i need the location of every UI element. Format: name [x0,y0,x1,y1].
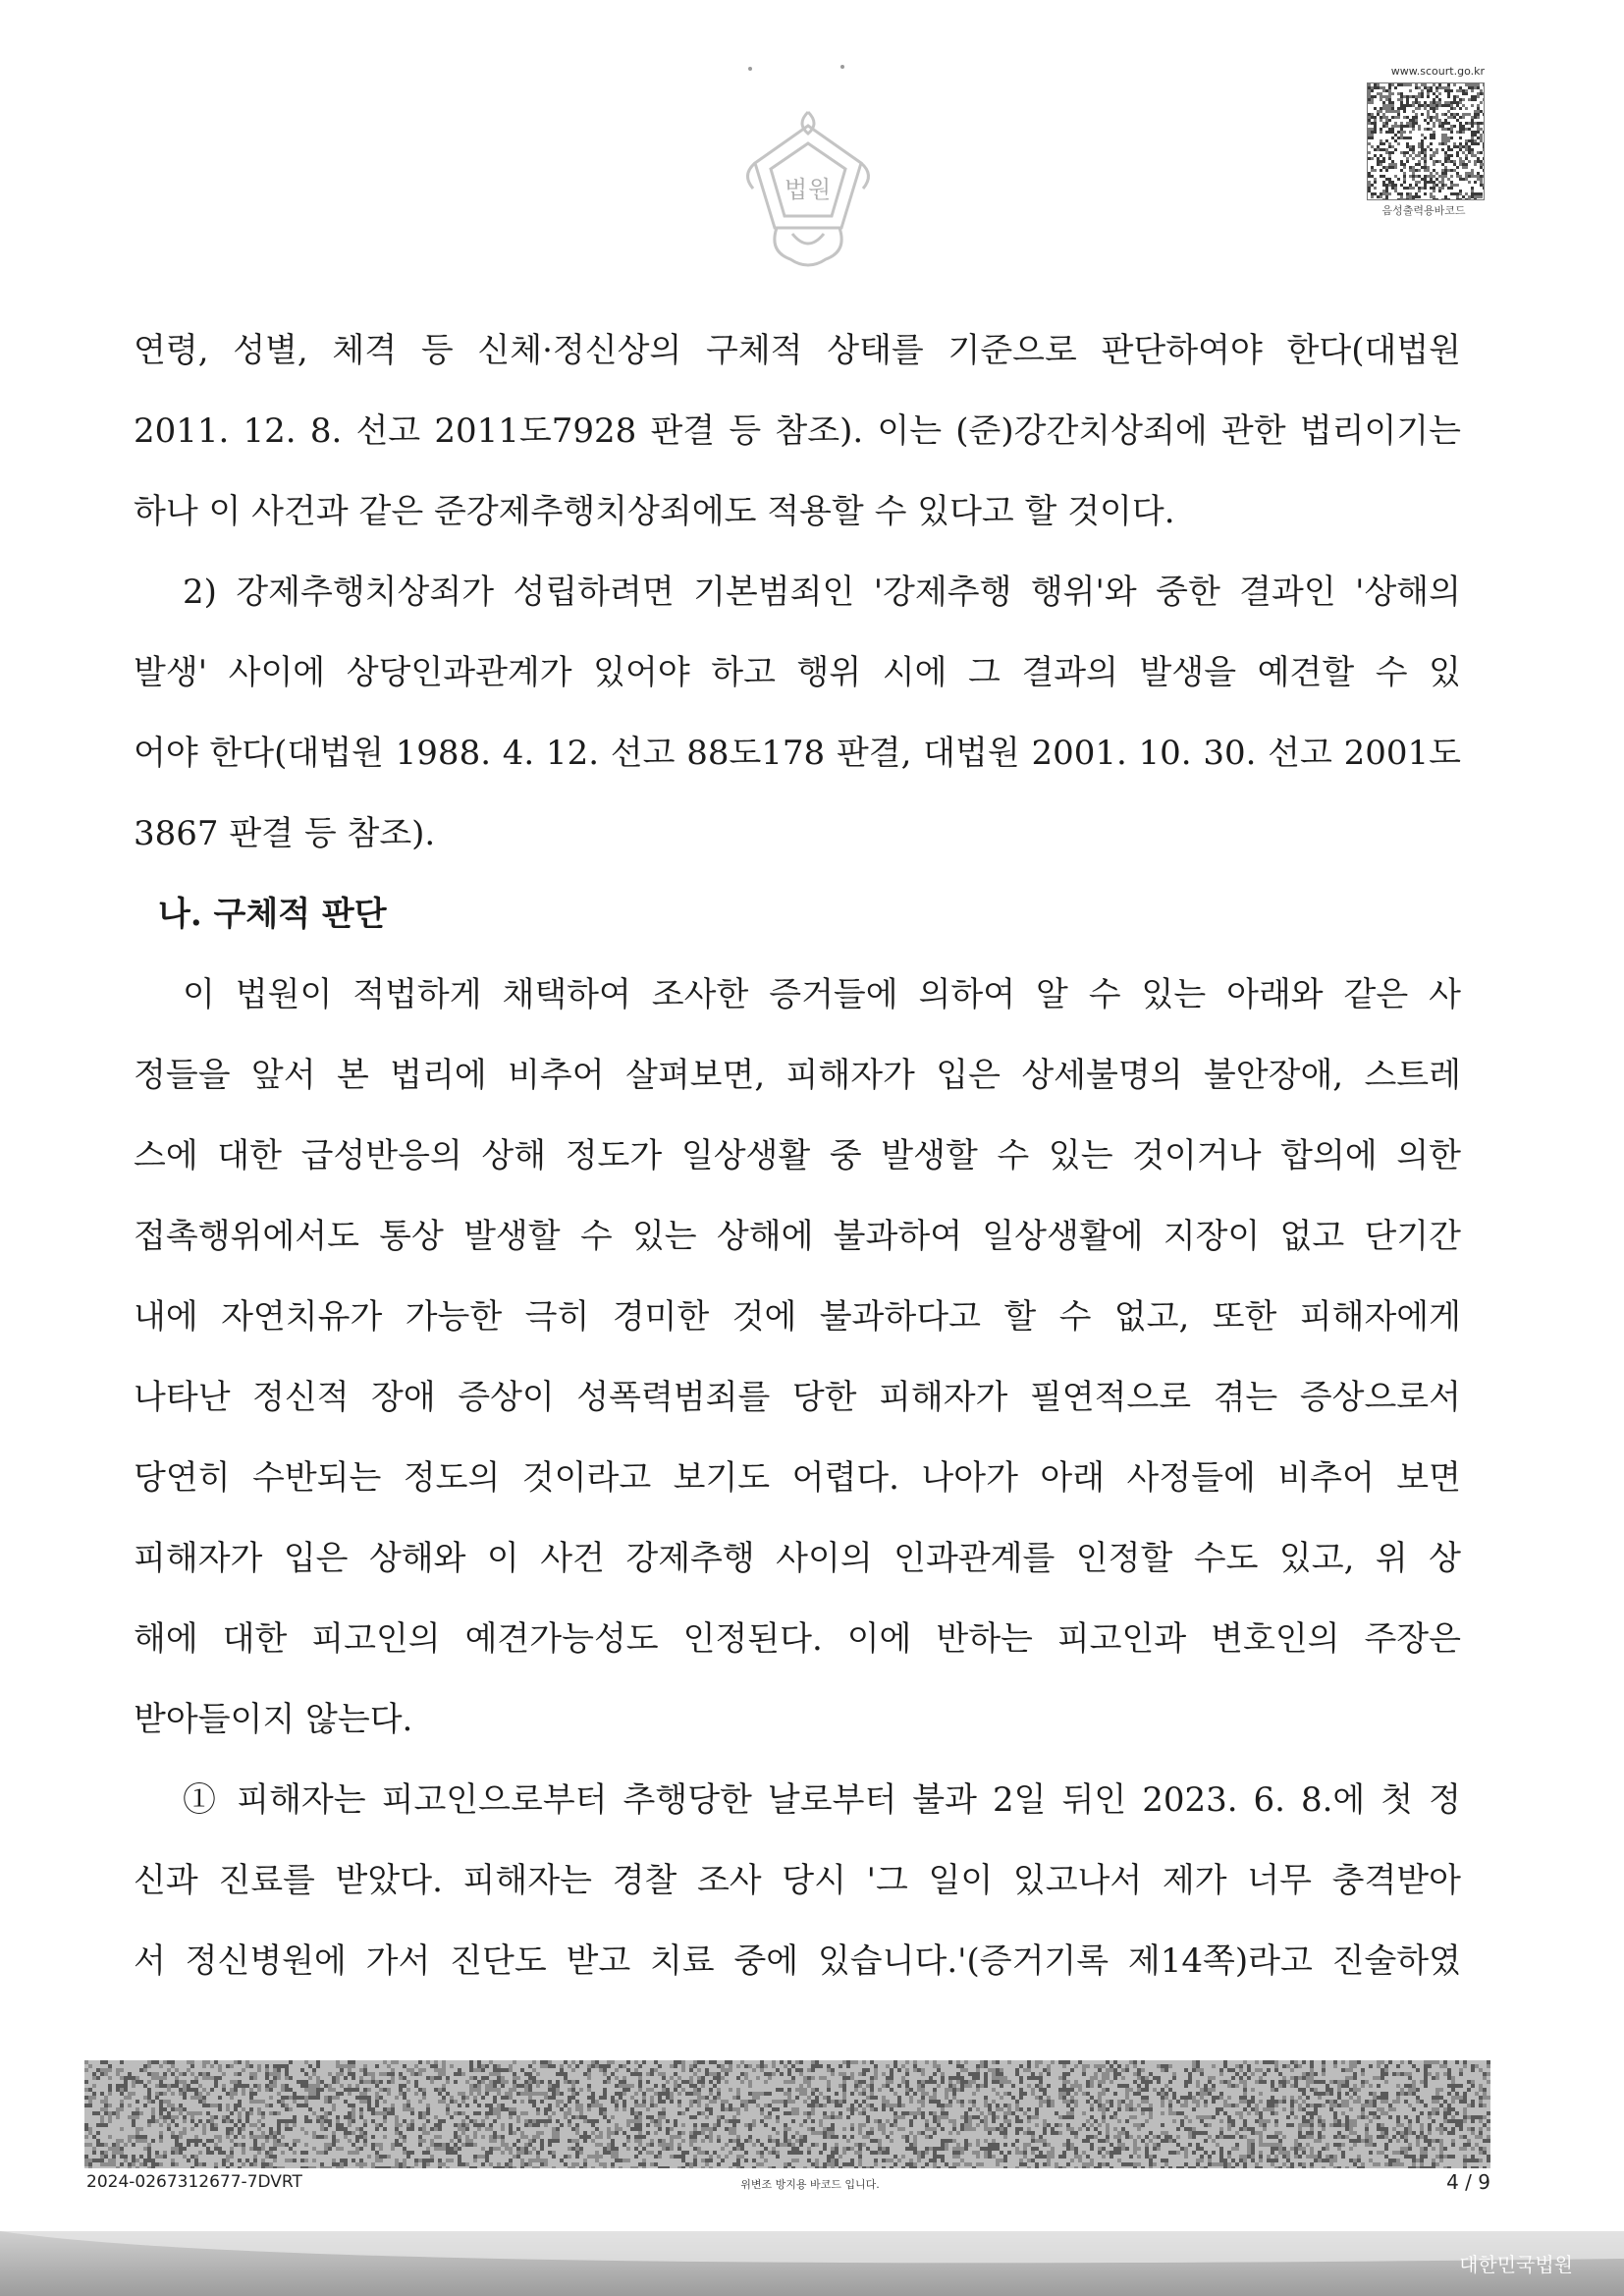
text-line: 나타난 정신적 장애 증상이 성폭력범죄를 당한 피해자가 필연적으로 겪는 증상으로서 [134,1378,1461,1417]
text-line: 피해자가 입은 상해와 이 사건 강제추행 사이의 인과관계를 인정할 수도 있고, 위 상 [134,1539,1461,1578]
text-line: 어야 한다(대법원 1988. 4. 12. 선고 88도178 판결, 대법원 2001. 10. 30. 선고 2001도 [134,734,1461,773]
text-line: 3867 판결 등 참조). [134,814,436,853]
text-line: 이 법원이 적법하게 채택하여 조사한 증거들에 의하여 알 수 있는 아래와 같은 사 [183,975,1461,1014]
text-line: ① 피해자는 피고인으로부터 추행당한 날로부터 불과 2일 뒤인 2023. 6. 8.에 첫 정 [183,1780,1461,1820]
text-line: 당연히 수반되는 정도의 것이라고 보기도 어렵다. 나아가 아래 사정들에 비추어 보면 [134,1458,1461,1498]
text-line: 해에 대한 피고인의 예견가능성도 인정된다. 이에 반하는 피고인과 변호인의 주장은 [134,1619,1461,1659]
voice-output-barcode [1367,82,1485,200]
footer-court-name: 대한민국법원 [1459,2253,1573,2276]
footer-swoosh [0,2231,1624,2296]
voice-output-barcode-caption: 음성출력용바코드 [1381,204,1466,217]
court-website-url: www.scourt.go.kr [1390,65,1485,78]
text-line: 2011. 12. 8. 선고 2011도7928 판결 등 참조). 이는 (준)강간치상죄에 관한 법리이기는 [134,411,1461,451]
seal-dot-left [748,67,752,71]
seal-dot-right [840,65,844,69]
text-line: 정들을 앞서 본 법리에 비추어 살펴보면, 피해자가 입은 상세불명의 불안장애, 스트레 [134,1056,1461,1095]
text-line: 2) 강제추행치상죄가 성립하려면 기본범죄인 '강제추행 행위'와 중한 결과인 '상해의 [183,573,1461,612]
footer-band [0,2231,1624,2296]
text-line: 내에 자연치유가 가능한 극히 경미한 것에 불과하다고 할 수 없고, 또한 피해자에게 [134,1297,1461,1337]
text-line: 신과 진료를 받았다. 피해자는 경찰 조사 당시 '그 일이 있고나서 제가 너무 충격받아 [134,1861,1461,1900]
text-line: 연령, 성별, 체격 등 신체·정신상의 구체적 상태를 기준으로 판단하여야 한다(대법원 [134,331,1461,370]
text-line: 하나 이 사건과 같은 준강제추행치상죄에도 적용할 수 있다고 할 것이다. [134,492,1175,531]
text-line: 서 정신병원에 가서 진단도 받고 치료 중에 있습니다.'(증거기록 제14쪽)라고 진술하였 [134,1941,1461,1981]
barcode-note: 위변조 방지용 바코드 입니다. [740,2178,880,2191]
text-line: 발생' 사이에 상당인과관계가 있어야 하고 행위 시에 그 결과의 발생을 예견할 수 있 [134,653,1461,692]
section-heading: 나. 구체적 판단 [158,895,387,934]
document-id: 2024-0267312677-7DVRT [86,2172,302,2192]
seal-label: 법원 [784,175,833,203]
anti-forgery-barcode-band [84,2060,1490,2168]
page-number: 4 / 9 [1446,2170,1490,2194]
text-line: 받아들이지 않는다. [134,1700,413,1739]
text-line: 접촉행위에서도 통상 발생할 수 있는 상해에 불과하여 일상생활에 지장이 없고 단기간 [134,1217,1461,1256]
judgment-body-text [134,310,1461,2001]
text-line: 스에 대한 급성반응의 상해 정도가 일상생활 중 발생할 수 있는 것이거나 합의에 의한 [134,1136,1461,1175]
